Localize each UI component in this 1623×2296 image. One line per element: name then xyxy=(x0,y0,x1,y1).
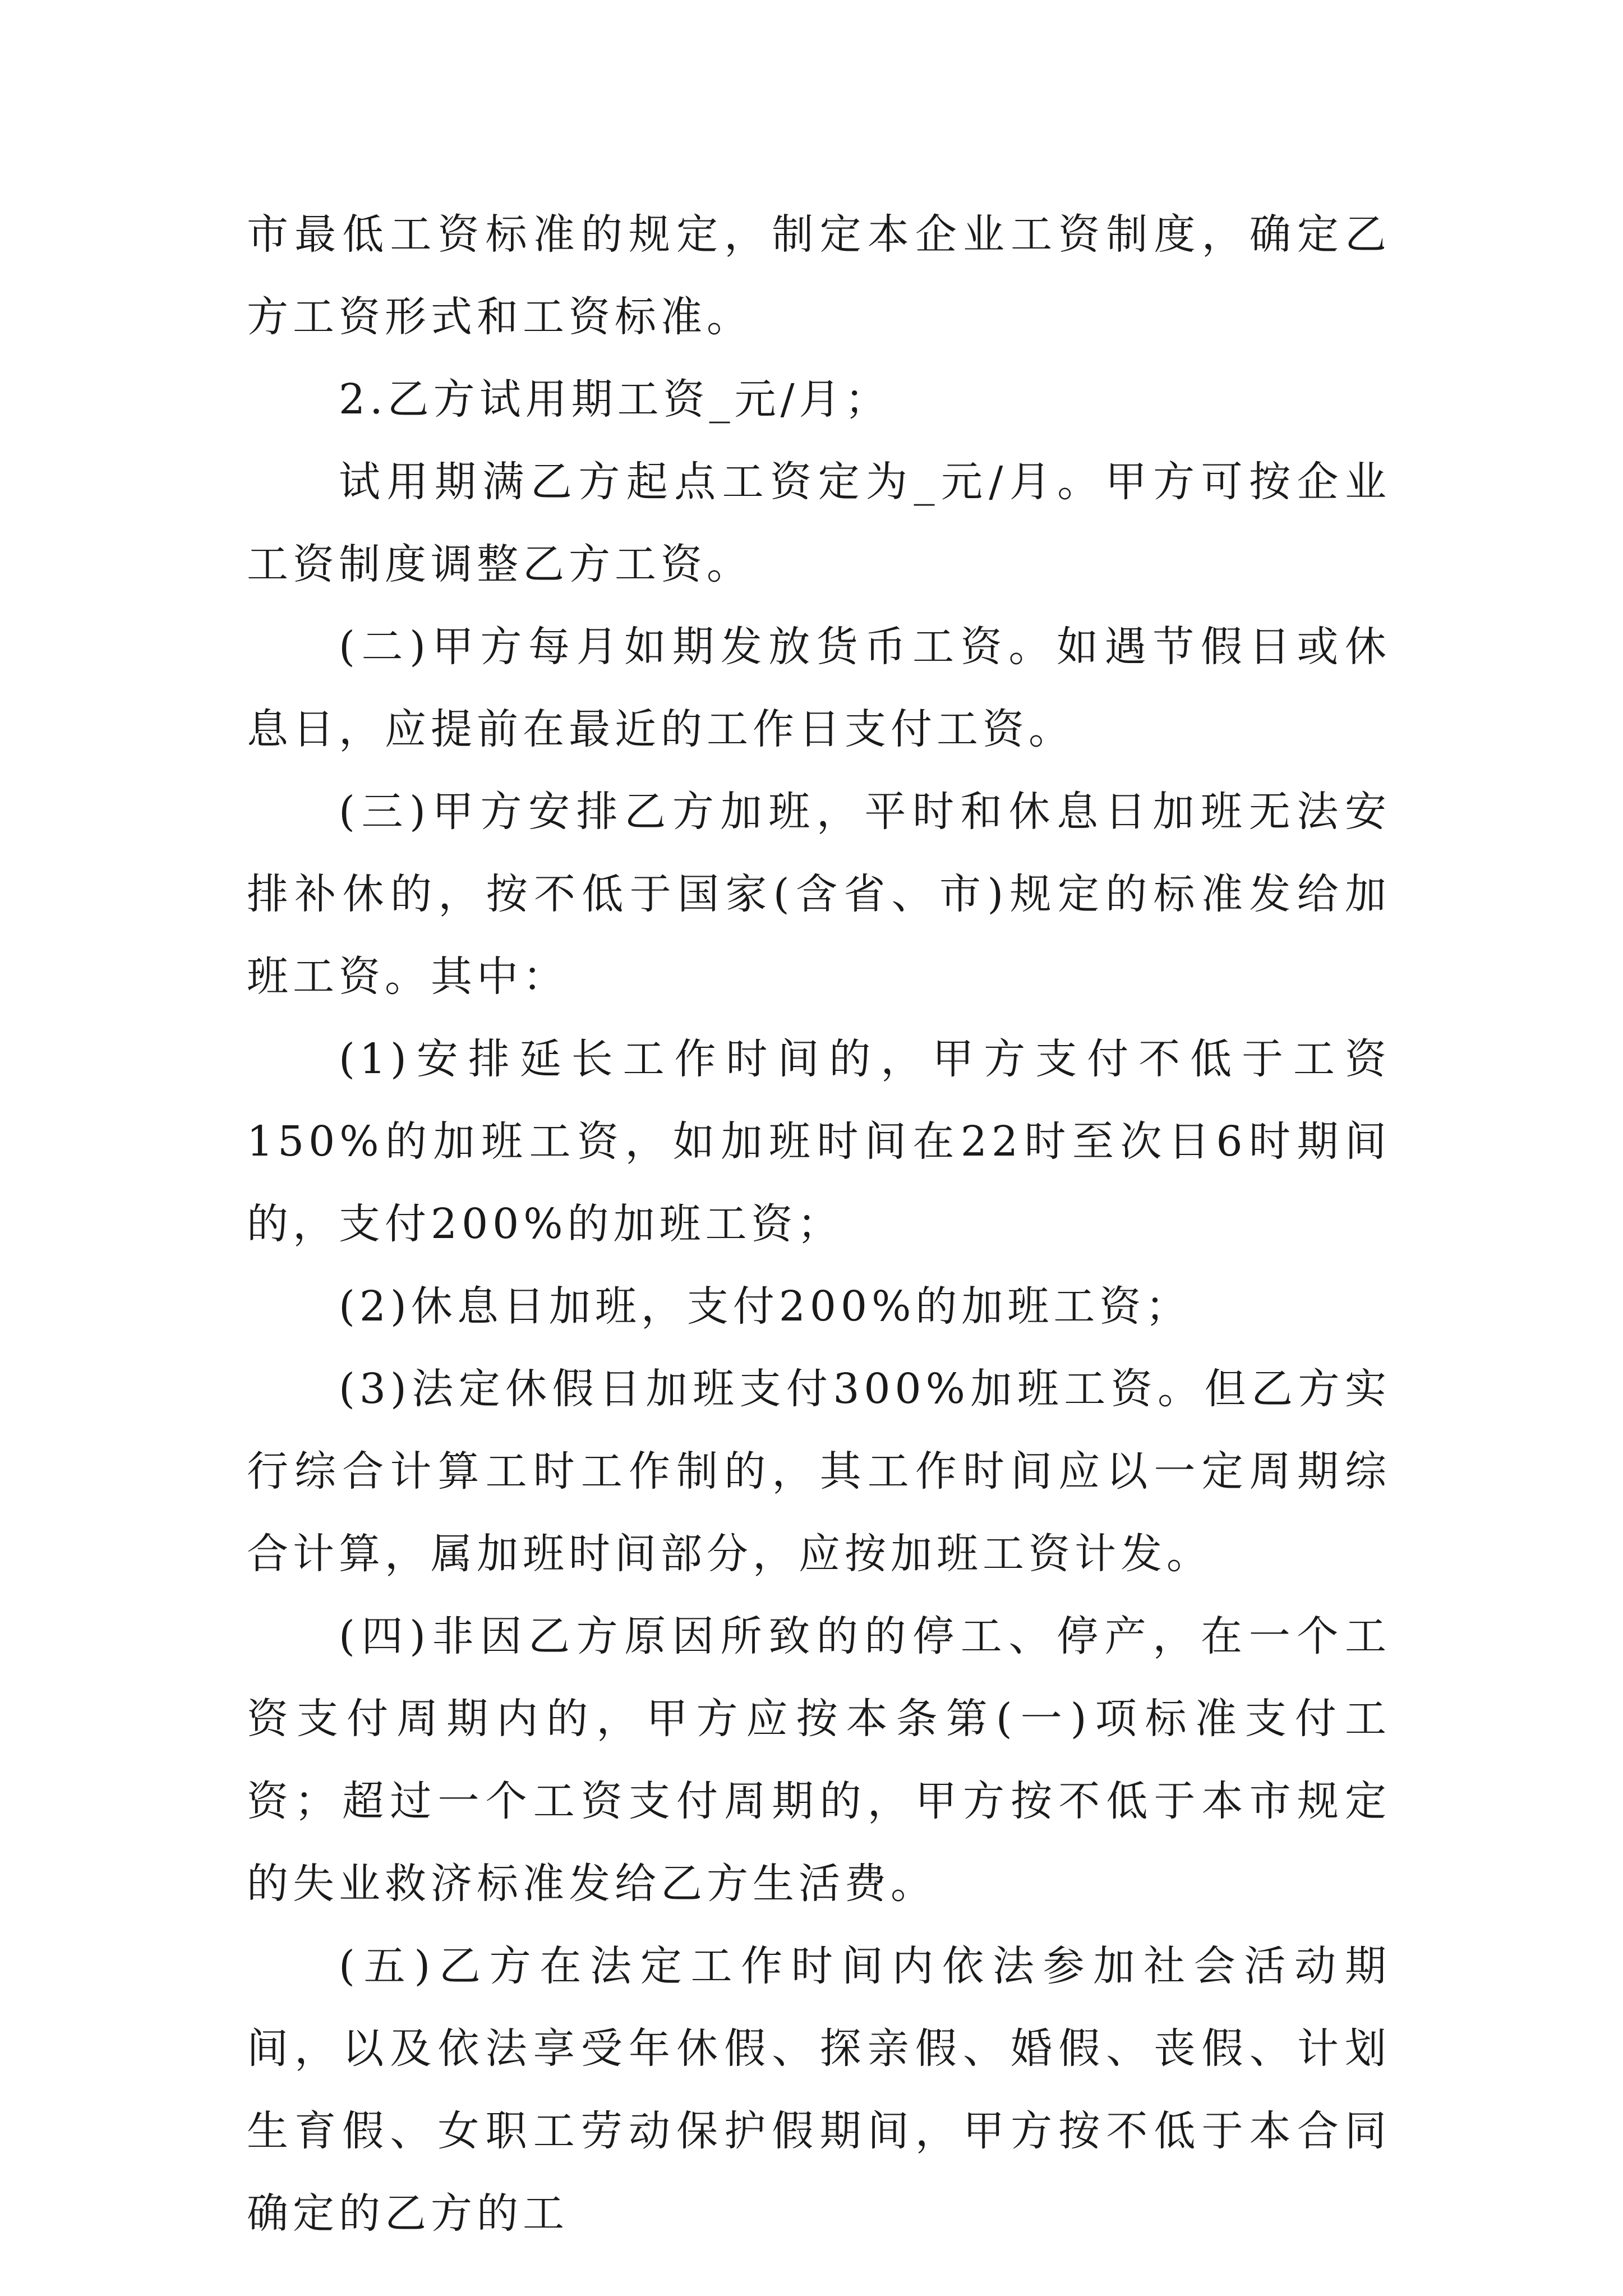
contract-text-body xyxy=(247,194,1391,2255)
paragraph-probation-wage: 2.乙方试用期工资_元/月； xyxy=(339,375,891,424)
paragraph-work-stoppage: (四)非因乙方原因所致的的停工、停产，在一个工资支付周期内的，甲方应按本条第(一)项标准支付工资；超过一个工资支付周期的，甲方按不低于本市规定的失业救济标准发给乙方生活费。 xyxy=(247,1612,1391,1908)
paragraph-monthly-payment: (二)甲方每月如期发放货币工资。如遇节假日或休息日，应提前在最近的工作日支付工资。 xyxy=(247,623,1391,753)
paragraph-overtime-arrangement: (三)甲方安排乙方加班，平时和休息日加班无法安排补休的，按不低于国家(含省、市)规定的标准发给加班工资。其中： xyxy=(247,788,1391,1001)
paragraph-starting-wage: 试用期满乙方起点工资定为_元/月。甲方可按企业工资制度调整乙方工资。 xyxy=(247,458,1391,588)
paragraph-statutory-leave: (五)乙方在法定工作时间内依法参加社会活动期间，以及依法享受年休假、探亲假、婚假、丧假、计划生育假、女职工劳动保护假期间，甲方按不低于本合同确定的乙方的工 xyxy=(247,1942,1391,2238)
paragraph-holiday-overtime: (3)法定休假日加班支付300%加班工资。但乙方实行综合计算工时工作制的，其工作时间应以一定周期综合计算，属加班时间部分，应按加班工资计发。 xyxy=(247,1365,1391,1578)
paragraph-extended-hours-pay: (1)安排延长工作时间的，甲方支付不低于工资150%的加班工资，如加班时间在22时至次日6时期间的，支付200%的加班工资； xyxy=(247,1035,1391,1248)
paragraph-wage-standard: 市最低工资标准的规定，制定本企业工资制度，确定乙方工资形式和工资标准。 xyxy=(247,210,1391,341)
paragraph-rest-day-overtime: (2)休息日加班，支付200%的加班工资； xyxy=(339,1282,1192,1331)
